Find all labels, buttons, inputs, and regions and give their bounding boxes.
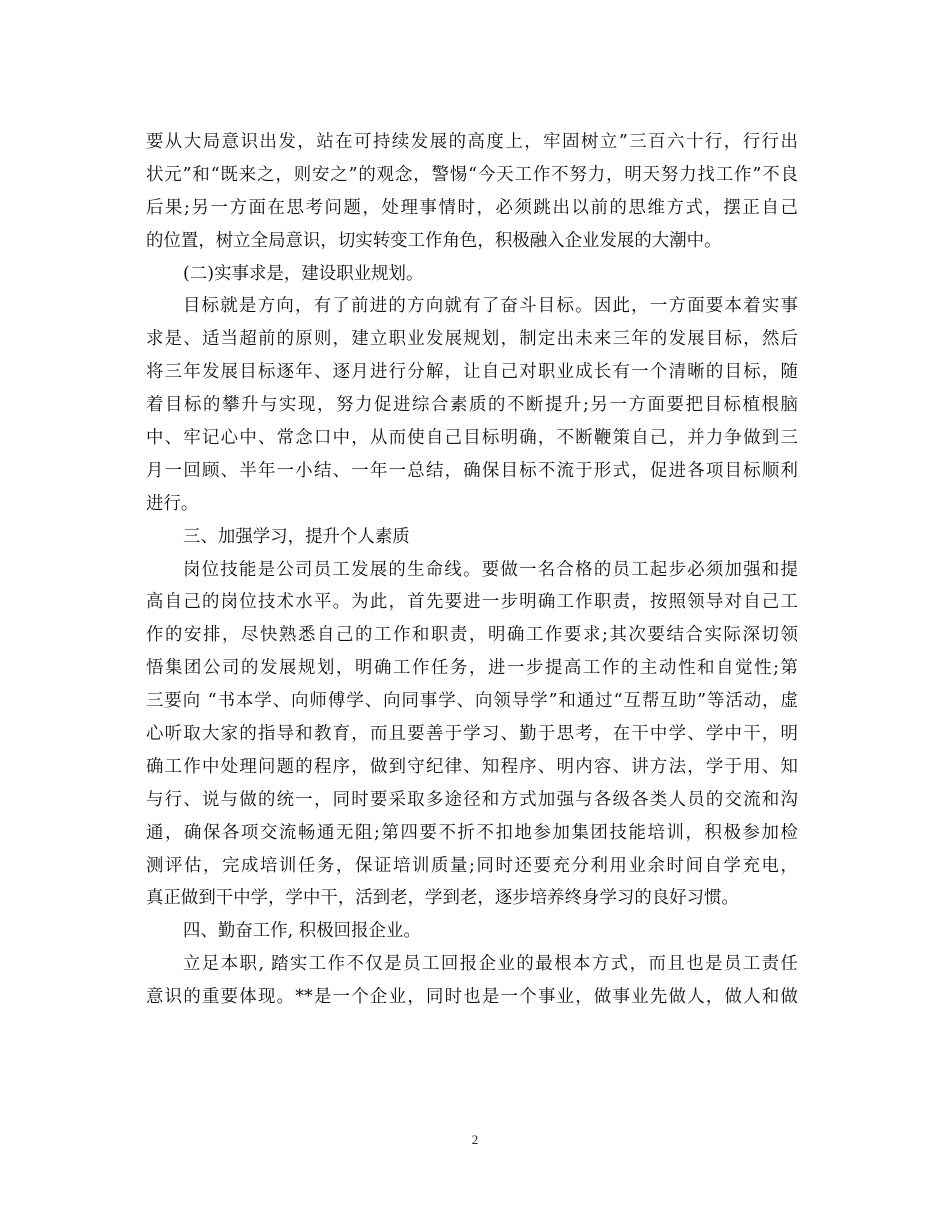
text-line: 悟集团公司的发展规划，明确工作任务，进一步提高工作的主动性和自觉性;第 — [146, 658, 798, 679]
text-line: 立足本职, 踏实工作不仅是员工回报企业的最根本方式，而且也是员工责任 — [183, 954, 798, 975]
text-line: 中、牢记心中、常念口中，从而使自己目标明确，不断鞭策自己，并力争做到三 — [146, 428, 798, 449]
text-line: 目标就是方向，有了前进的方向就有了奋斗目标。因此，一方面要本着实事 — [183, 296, 798, 317]
body-text — [146, 126, 798, 1014]
text-line: 真正做到干中学，学中干，活到老，学到老，逐步培养终身学习的良好习惯。 — [146, 888, 739, 909]
text-line: 通，确保各项交流畅通无阻;第四要不折不扣地参加集团技能培训，积极参加检 — [146, 822, 798, 843]
text-line: 求是、适当超前的原则，建立职业发展规划，制定出未来三年的发展目标，然后 — [146, 329, 798, 350]
text-line: 测评估，完成培训任务，保证培训质量;同时还要充分利用业余时间自学充电， — [146, 855, 798, 876]
text-line: 心听取大家的指导和教育，而且要善于学习、勤于思考，在干中学、学中干，明 — [146, 724, 798, 745]
text-line: 意识的重要体现。**是一个企业，同时也是一个事业，做事业先做人，做人和做 — [146, 987, 798, 1008]
text-line: 作的安排，尽快熟悉自己的工作和职责，明确工作要求;其次要结合实际深切领 — [146, 625, 798, 646]
text-line: 三要向 “书本学、向师傅学、向同事学、向领导学”和通过“互帮互助”等活动，虚 — [146, 691, 798, 712]
section-heading: (二)实事求是，建设职业规划。 — [183, 263, 424, 284]
text-line: 月一回顾、半年一小结、一年一总结，确保目标不流于形式，促进各项目标顺利 — [146, 460, 798, 481]
text-line: 状元”和“既来之，则安之”的观念，警惕“今天工作不努力，明天努力找工作”不良 — [146, 164, 798, 185]
text-line: 岗位技能是公司员工发展的生命线。要做一名合格的员工起步必须加强和提 — [183, 559, 798, 580]
section-heading: 四、勤奋工作, 积极回报企业。 — [183, 921, 421, 942]
text-line: 进行。 — [146, 493, 199, 514]
text-line: 高自己的岗位技术水平。为此，首先要进一步明确工作职责，按照领导对自己工 — [146, 592, 798, 613]
text-line: 确工作中处理问题的程序，做到守纪律、知程序、明内容、讲方法，学于用、知 — [146, 756, 798, 777]
text-line: 后果;另一方面在思考问题，处理事情时，必须跳出以前的思维方式，摆正自己 — [146, 197, 798, 218]
text-line: 与行、说与做的统一，同时要采取多途径和方式加强与各级各类人员的交流和沟 — [146, 789, 798, 810]
page-number: 2 — [471, 1132, 479, 1147]
text-line: 着目标的攀升与实现，努力促进综合素质的不断提升;另一方面要把目标植根脑 — [146, 395, 798, 416]
section-heading: 三、加强学习，提升个人素质 — [183, 526, 410, 547]
text-line: 将三年发展目标逐年、逐月进行分解，让自己对职业成长有一个清晰的目标，随 — [146, 362, 798, 383]
text-line: 的位置，树立全局意识，切实转变工作角色，积极融入企业发展的大潮中。 — [146, 230, 722, 251]
text-line: 要从大局意识出发，站在可持续发展的高度上，牢固树立”三百六十行，行行出 — [146, 132, 798, 152]
